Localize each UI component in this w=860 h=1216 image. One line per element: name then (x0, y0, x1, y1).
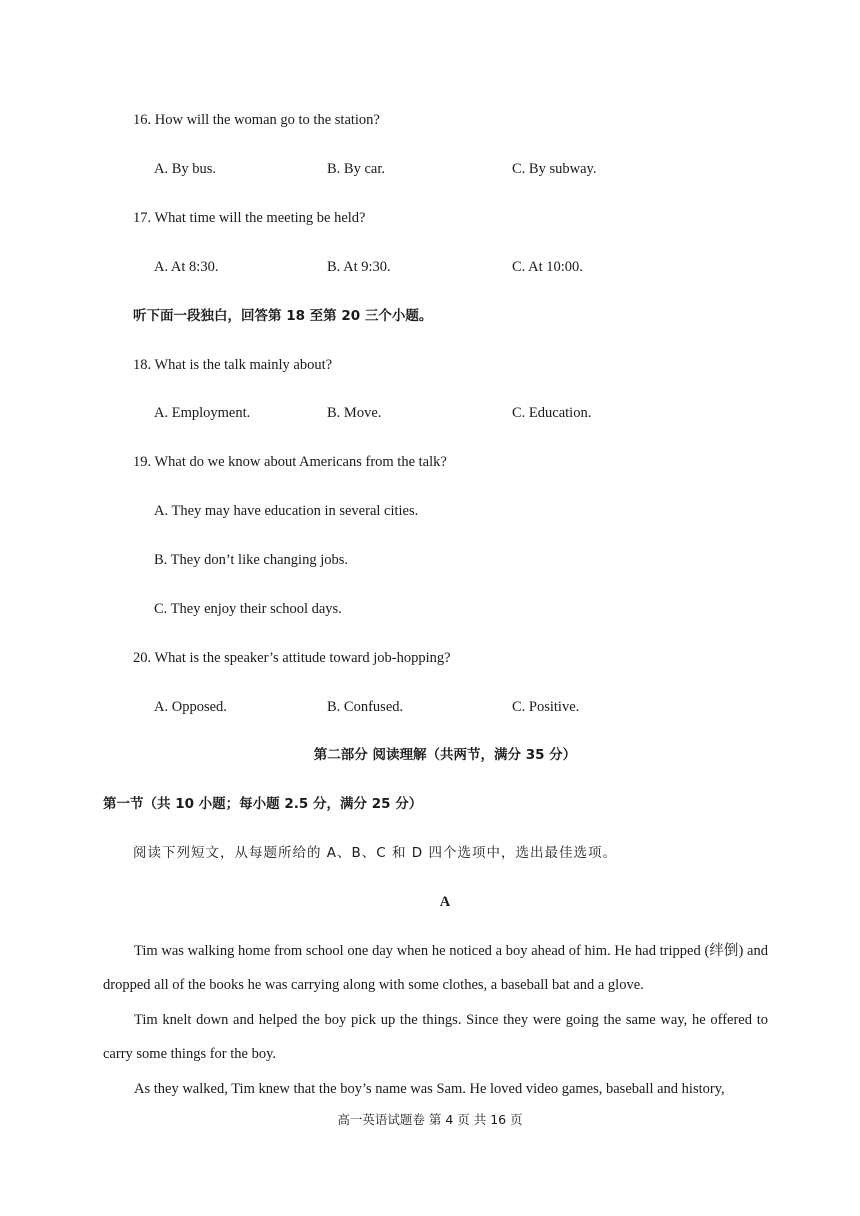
monologue-instruction: 听下面一段独白，回答第 18 至第 20 三个小题。 (133, 308, 433, 324)
option-c: C. At 10:00. (512, 259, 583, 275)
option-b: B. Move. (327, 405, 382, 421)
option-b: B. Confused. (327, 699, 404, 715)
question-16-stem: 16. How will the woman go to the station? (133, 112, 380, 128)
question-18-stem: 18. What is the talk mainly about? (133, 357, 333, 373)
option-a: A. Employment. (154, 405, 251, 421)
page-footer: 高一英语试题卷 第 4 页 共 16 页 (337, 1112, 523, 1127)
option-c: C. Positive. (512, 699, 580, 715)
option-a: A. By bus. (154, 161, 217, 177)
section1-instruction: 阅读下列短文，从每题所给的 A、B、C 和 D 四个选项中，选出最佳选项。 (133, 845, 617, 861)
option-a: A. They may have education in several cities. (154, 503, 419, 519)
option-b: B. They don’t like changing jobs. (154, 552, 348, 568)
passage-paragraph: Tim knelt down and helped the boy pick up the things. Since they were going the same way, he offered to carry some things for the boy. (103, 1012, 768, 1062)
option-a: A. Opposed. (154, 699, 227, 715)
section1-title: 第一节（共 10 小题；每小题 2.5 分，满分 25 分） (103, 796, 423, 812)
passage-paragraph: As they walked, Tim knew that the boy’s name was Sam. He loved video games, baseball and history, (134, 1081, 725, 1097)
part2-title: 第二部分 阅读理解（共两节，满分 35 分） (313, 747, 577, 763)
option-c: C. Education. (512, 405, 592, 421)
question-19-stem: 19. What do we know about Americans from the talk? (133, 454, 447, 470)
option-a: A. At 8:30. (154, 259, 219, 275)
option-c: C. They enjoy their school days. (154, 601, 342, 617)
passage-paragraph: Tim was walking home from school one day when he noticed a boy ahead of him. He had tripped (绊倒) and dropped all of the books he was carrying along with some clothes, a baseball bat and a glove. (103, 943, 768, 993)
option-b: B. By car. (327, 161, 385, 177)
passage-label: A (439, 894, 451, 910)
option-b: B. At 9:30. (327, 259, 391, 275)
question-20-stem: 20. What is the speaker’s attitude toward job-hopping? (133, 650, 451, 666)
option-c: C. By subway. (512, 161, 597, 177)
question-17-stem: 17. What time will the meeting be held? (133, 210, 366, 226)
